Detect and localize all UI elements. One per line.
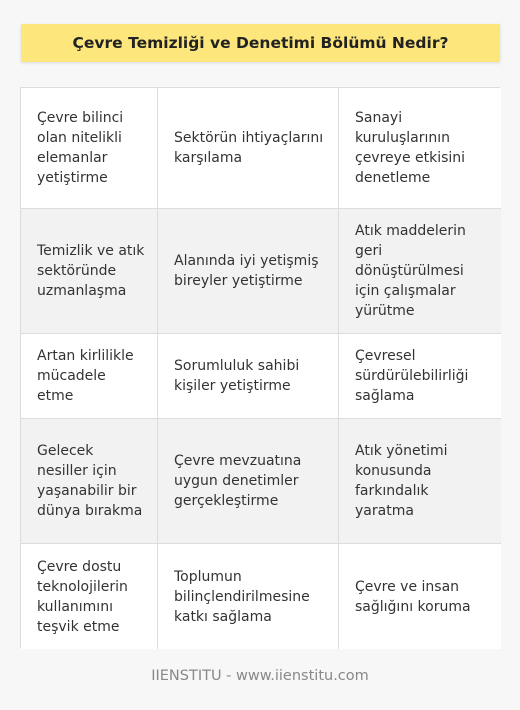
- table-cell: Alanında iyi yetişmiş bireyler yetiştirme: [158, 209, 339, 334]
- table-cell: Çevre ve insan sağlığını koruma: [339, 544, 501, 649]
- table-cell: Gelecek nesiller için yaşanabilir bir dünya bırakma: [21, 419, 158, 544]
- table-cell: Sorumluluk sahibi kişiler yetiştirme: [158, 334, 339, 419]
- info-table: [20, 87, 500, 648]
- table-cell: Çevre mevzuatına uygun denetimler gerçekleştirme: [158, 419, 339, 544]
- table-cell: Atık maddelerin geri dönüştürülmesi için çalışmalar yürütme: [339, 209, 501, 334]
- table-cell: Toplumun bilinçlendirilmesine katkı sağlama: [158, 544, 339, 649]
- table-cell: Sanayi kuruluşlarının çevreye etkisini denetleme: [339, 88, 501, 209]
- table-cell: Artan kirlilikle mücadele etme: [21, 334, 158, 419]
- table-cell: Çevre bilinci olan nitelikli elemanlar yetiştirme: [21, 88, 158, 209]
- table-cell: Sektörün ihtiyaçlarını karşılama: [158, 88, 339, 209]
- footer-credit: IIENSTITU - www.iienstitu.com: [151, 668, 369, 684]
- table-cell: Temizlik ve atık sektöründe uzmanlaşma: [21, 209, 158, 334]
- table-cell: Çevresel sürdürülebilirliği sağlama: [339, 334, 501, 419]
- page-title: Çevre Temizliği ve Denetimi Bölümü Nedir?: [72, 34, 449, 52]
- title-banner: [21, 24, 500, 62]
- table-cell: Çevre dostu teknolojilerin kullanımını teşvik etme: [21, 544, 158, 649]
- table-cell: Atık yönetimi konusunda farkındalık yaratma: [339, 419, 501, 544]
